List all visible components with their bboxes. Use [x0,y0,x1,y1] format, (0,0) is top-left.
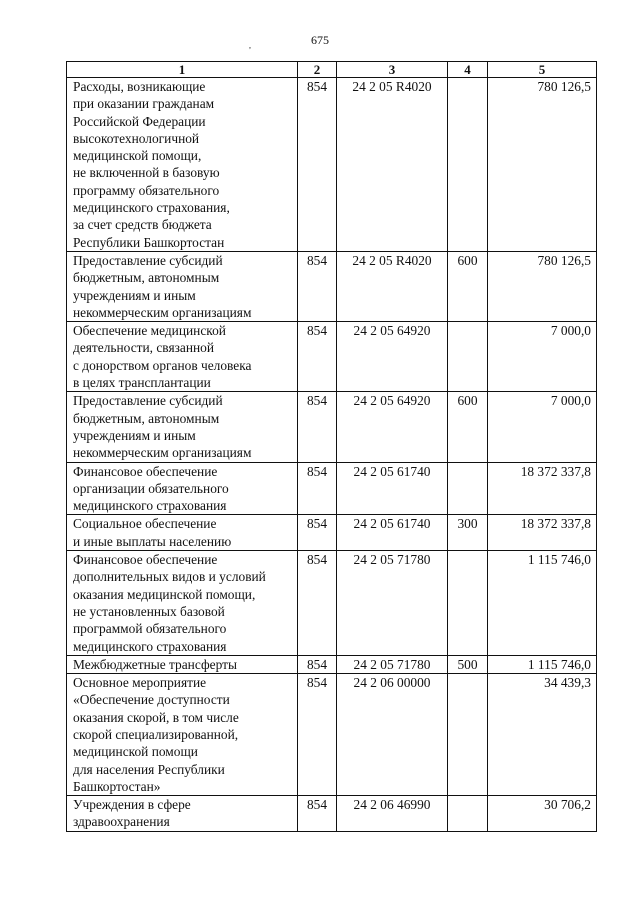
description-line: программой обязательного [73,621,227,637]
row-ministry-code: 854 [298,462,337,515]
row-amount: 1 115 746,0 [488,551,597,656]
table-row [67,462,597,515]
description-line: оказания медицинской помощи, [73,586,256,602]
description-line: Финансовое обеспечение [73,552,218,568]
row-amount: 18 372 337,8 [488,462,597,515]
row-description [67,674,298,796]
row-expense-type: 300 [448,515,488,551]
table-row [67,796,597,832]
row-target-code: 24 2 05 64920 [337,322,448,392]
header-col-4: 4 [448,62,488,78]
row-amount: 780 126,5 [488,251,597,321]
row-amount: 18 372 337,8 [488,515,597,551]
description-line: не включенной в базовую [73,165,220,181]
table-row [67,655,597,673]
description-line: Учреждения в сфере [73,797,191,813]
description-line: бюджетным, автономным [73,270,220,286]
row-target-code: 24 2 05 71780 [337,655,448,673]
description-line: медицинского страхования, [73,200,230,216]
row-target-code: 24 2 05 61740 [337,515,448,551]
row-expense-type [448,322,488,392]
description-line: высокотехнологичной [73,130,200,146]
row-ministry-code: 854 [298,796,337,832]
row-ministry-code: 854 [298,78,337,252]
row-expense-type: 600 [448,251,488,321]
description-line: организации обязательного [73,480,229,496]
description-line: Республики Башкортостан [73,234,225,250]
row-amount: 1 115 746,0 [488,655,597,673]
description-line: медицинского страхования [73,498,227,514]
description-line: бюджетным, автономным [73,410,220,426]
header-col-2: 2 [298,62,337,78]
row-target-code: 24 2 05 71780 [337,551,448,656]
row-description [67,322,298,392]
row-description [67,251,298,321]
table-row [67,551,597,656]
row-description [67,551,298,656]
row-target-code: 24 2 06 00000 [337,674,448,796]
description-line: учреждениям и иным [73,427,196,443]
row-expense-type: 600 [448,392,488,462]
description-line: скорой специализированной, [73,726,239,742]
description-line: не установленных базовой [73,603,225,619]
description-line: медицинской помощи [73,744,198,760]
row-target-code: 24 2 06 46990 [337,796,448,832]
table-header-row [67,62,597,78]
description-line: некоммерческим организациям [73,445,252,461]
description-line: в целях трансплантации [73,375,211,391]
table-row [67,78,597,252]
table-row [67,674,597,796]
description-line: для населения Республики [73,761,225,777]
row-expense-type [448,796,488,832]
description-line: Башкортостан» [73,778,161,794]
row-ministry-code: 854 [298,655,337,673]
table-body [67,78,597,832]
description-line: при оказании гражданам [73,96,215,112]
description-line: Основное мероприятие [73,675,207,691]
table-row [67,322,597,392]
row-description [67,796,298,832]
row-ministry-code: 854 [298,674,337,796]
description-line: медицинской помощи, [73,148,202,164]
row-target-code: 24 2 05 64920 [337,392,448,462]
budget-table [66,61,597,832]
table-row [67,251,597,321]
row-description [67,78,298,252]
row-amount: 7 000,0 [488,392,597,462]
row-expense-type [448,551,488,656]
row-ministry-code: 854 [298,515,337,551]
row-expense-type: 500 [448,655,488,673]
description-line: с донорством органов человека [73,357,252,373]
row-ministry-code: 854 [298,392,337,462]
row-target-code: 24 2 05 61740 [337,462,448,515]
row-description [67,392,298,462]
scan-mark: , [249,41,251,50]
row-ministry-code: 854 [298,322,337,392]
description-line: некоммерческим организациям [73,304,252,320]
description-line: программу обязательного [73,182,220,198]
row-expense-type [448,462,488,515]
row-description [67,655,298,673]
row-expense-type [448,78,488,252]
header-col-3: 3 [337,62,448,78]
row-ministry-code: 854 [298,551,337,656]
row-ministry-code: 854 [298,251,337,321]
description-line: медицинского страхования [73,638,227,654]
row-description [67,515,298,551]
row-expense-type [448,674,488,796]
description-line: Расходы, возникающие [73,79,206,94]
description-line: учреждениям и иным [73,287,196,303]
description-line: и иные выплаты населению [73,533,232,549]
table-row [67,515,597,551]
description-line: дополнительных видов и условий [73,569,266,585]
description-line: Предоставление субсидий [73,252,223,268]
header-col-5: 5 [488,62,597,78]
row-amount: 7 000,0 [488,322,597,392]
description-line: здравоохранения [73,814,170,830]
row-amount: 34 439,3 [488,674,597,796]
table-row [67,392,597,462]
header-col-1: 1 [67,62,298,78]
description-line: Обеспечение медицинской [73,323,226,339]
description-line: Межбюджетные трансферты [73,656,237,672]
description-line: Российской Федерации [73,113,206,129]
description-line: Социальное обеспечение [73,516,217,532]
row-target-code: 24 2 05 R4020 [337,251,448,321]
row-amount: 780 126,5 [488,78,597,252]
description-line: за счет средств бюджета [73,217,212,233]
page-number: 675 [311,33,329,47]
row-amount: 30 706,2 [488,796,597,832]
row-description [67,462,298,515]
description-line: деятельности, связанной [73,340,215,356]
description-line: Предоставление субсидий [73,393,223,409]
description-line: Финансовое обеспечение [73,463,218,479]
row-target-code: 24 2 05 R4020 [337,78,448,252]
description-line: оказания скорой, в том числе [73,709,239,725]
description-line: «Обеспечение доступности [73,692,230,708]
